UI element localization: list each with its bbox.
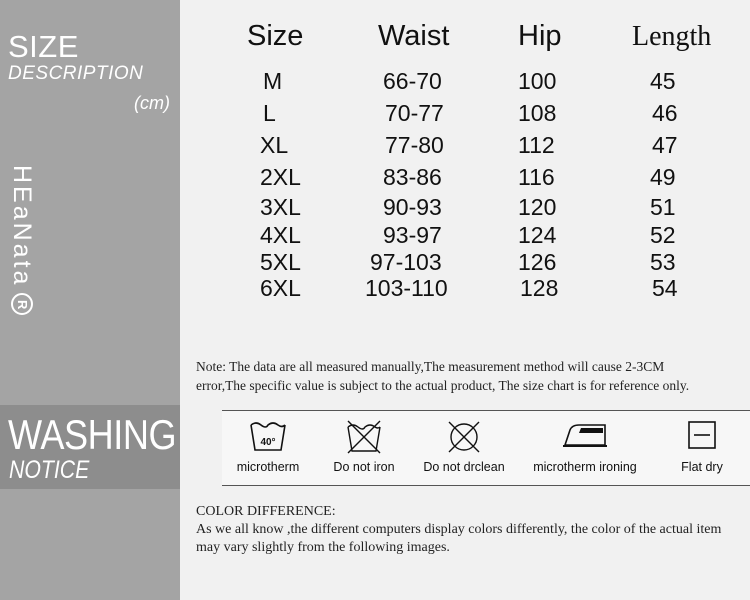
- washing-subtitle: NOTICE: [9, 456, 90, 484]
- cell-hip: 100: [518, 68, 557, 94]
- size-description-label: DESCRIPTION: [8, 63, 144, 84]
- table-row: [190, 275, 750, 301]
- wash-tub-icon: [248, 419, 288, 453]
- size-title: SIZE: [8, 29, 79, 64]
- table-row: [190, 164, 750, 190]
- cell-hip: 108: [518, 100, 557, 126]
- cell-size: L: [263, 100, 276, 126]
- cell-length: 51: [650, 194, 676, 220]
- cell-waist: 97-103: [370, 249, 442, 275]
- cell-hip: 120: [518, 194, 557, 220]
- note-line: error,The specific value is subject to the actual product, The size chart is for reference only.: [196, 378, 690, 393]
- cell-hip: 112: [518, 132, 555, 158]
- cell-hip: 126: [518, 249, 557, 275]
- cell-size: 4XL: [260, 222, 301, 248]
- cell-size: 5XL: [260, 249, 301, 275]
- cell-length: 49: [650, 164, 676, 190]
- color-difference-title: COLOR DIFFERENCE:: [196, 504, 336, 519]
- washing-instructions: [222, 410, 750, 486]
- note-line: Note: The data are all measured manually,The measurement method will cause 2-3CM: [196, 359, 665, 374]
- color-difference-line: As we all know ,the different computers display colors differently, the color of the actual item: [196, 522, 722, 537]
- wash-item-flat-dry: [658, 411, 746, 485]
- table-row: [190, 222, 750, 248]
- cell-length: 53: [650, 249, 676, 275]
- cell-length: 45: [650, 68, 676, 94]
- cell-waist: 83-86: [383, 164, 442, 190]
- cell-waist: 77-80: [385, 132, 444, 158]
- wash-label: Do not drclean: [423, 460, 505, 474]
- cell-length: 46: [652, 100, 678, 126]
- header-waist: Waist: [378, 20, 450, 52]
- no-iron-icon: [344, 419, 384, 455]
- cell-length: 52: [650, 222, 676, 248]
- table-row: [190, 68, 750, 94]
- unit-label: (cm): [134, 93, 170, 113]
- measurement-note: [196, 357, 750, 395]
- cell-size: 2XL: [260, 164, 301, 190]
- cell-waist: 66-70: [383, 68, 442, 94]
- washing-title: WASHING: [8, 411, 177, 458]
- sidebar: [0, 0, 180, 600]
- color-difference-line: may vary slightly from the following images.: [196, 540, 450, 555]
- table-row: [190, 249, 750, 275]
- size-description-heading: [8, 30, 143, 84]
- cell-hip: 116: [518, 164, 555, 190]
- cell-hip: 124: [518, 222, 557, 248]
- size-table: [190, 0, 750, 310]
- cell-waist: 70-77: [385, 100, 444, 126]
- washing-notice-band: [0, 405, 180, 489]
- wash-item-do-not-iron: [318, 411, 410, 485]
- wash-temp-label: 40°: [260, 437, 276, 448]
- wash-label: microtherm: [236, 460, 300, 474]
- wash-item-microtherm: [222, 411, 314, 485]
- wash-item-do-not-dryclean: [414, 411, 514, 485]
- cell-size: M: [263, 68, 283, 94]
- cell-length: 47: [652, 132, 678, 158]
- header-hip: Hip: [518, 20, 562, 52]
- cell-size: XL: [260, 132, 289, 158]
- table-row: [190, 100, 750, 126]
- table-row: [190, 194, 750, 220]
- flat-dry-icon: [686, 419, 718, 451]
- cell-size: 3XL: [260, 194, 301, 220]
- cell-waist: 103-110: [365, 275, 448, 301]
- color-difference-notice: [196, 503, 750, 557]
- cell-length: 54: [652, 275, 678, 301]
- iron-icon: [559, 419, 611, 449]
- header-size: Size: [247, 20, 304, 52]
- wash-label: Do not iron: [333, 460, 395, 474]
- wash-label: microtherm ironing: [533, 460, 637, 474]
- cell-waist: 90-93: [383, 194, 442, 220]
- registered-mark-icon: R: [11, 293, 33, 315]
- no-dryclean-icon: [445, 419, 483, 455]
- wash-label: Flat dry: [681, 460, 723, 474]
- header-length: Length: [632, 21, 712, 52]
- brand-name: HEaNata: [8, 165, 36, 288]
- table-row: [190, 132, 750, 158]
- brand-logo: [2, 165, 36, 335]
- cell-hip: 128: [520, 275, 559, 301]
- cell-waist: 93-97: [383, 222, 442, 248]
- cell-size: 6XL: [260, 275, 301, 301]
- wash-item-microtherm-ironing: [520, 411, 650, 485]
